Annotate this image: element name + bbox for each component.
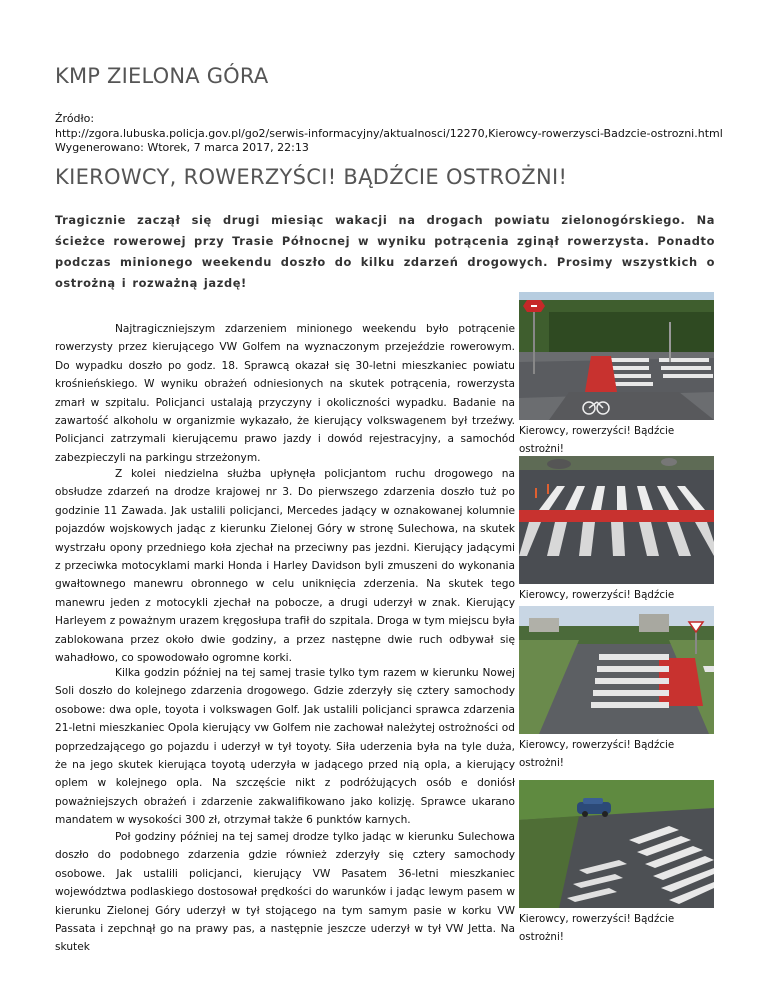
source-url[interactable]: http://zgora.lubuska.policja.gov.pl/go2/serwis-informacyjny/aktualnosci/12270,Kierowcy-rowerzysci-Badzcie-ostrozni.html bbox=[55, 126, 723, 140]
photo-figure bbox=[519, 606, 714, 772]
photo-caption: Kierowcy, rowerzyści! Bądźcie bbox=[519, 589, 675, 601]
photo-caption: Kierowcy, rowerzyści! Bądźcie ostrożni! bbox=[519, 425, 675, 455]
article-title: KIEROWCY, ROWERZYŚCI! BĄDŹCIE OSTROŻNI! bbox=[55, 165, 568, 189]
photo-figure bbox=[519, 292, 714, 458]
article-paragraph: Najtragiczniejszym zdarzeniem minionego weekendu było potrącenie rowerzysty przez kierującego VW Golfem na wyznaczonym przejeździe rowerowym. Do wypadku doszło po godz. 18. Sprawcą okazał się 30-letni mieszkaniec powiatu krośnieńskiego. W wyniku obrażeń odniesionych na skutek potrącenia, rowerzysta zmarł w szpitalu. Policjanci ustalają przyczyny i okoliczności wypadku. Badanie na zawartość alkoholu w organizmie wykazało, że kierujący volkswagenem był trzeźwy. Policjanci zatrzymali kierującemu prawo jazdy i dowód rejestracyjny, a samochód zabezpieczyli na parkingu strzeżonym. bbox=[55, 323, 515, 464]
zebra-crossing-photo bbox=[519, 456, 714, 584]
roundabout-crossing-photo bbox=[519, 606, 714, 734]
photo-caption: Kierowcy, rowerzyści! Bądźcie ostrożni! bbox=[519, 913, 675, 943]
site-title: KMP ZIELONA GÓRA bbox=[55, 64, 269, 88]
article-paragraph: Kilka godzin później na tej samej trasie tylko tym razem w kierunku Nowej Soli doszło do kolejnego zdarzenia drogowego. Gdzie zderzyły się cztery samochody osobowe: dwa ople, toyota i volkswagen Golf. Jak ustalili policjanci sprawca zdarzenia 21-letni mieszkaniec Opola kierujący vw Golfem nie zachował należytej ostrożności od poprzedzającego go pojazdu i uderzył w tył toyoty. Siła uderzenia była na tyle duża, że na jego skutek kierująca toyotą uderzyła w jadącego przed nią opla, a kierujący oplem w kolejnego opla. Na szczęście nikt z podróżujących osób e doniósł poważniejszych obrażeń i zdarzenie zakwalifikowano jako kolizję. Sprawce ukarano mandatem w wysokości 300 zł, otrzymał także 6 punktów karnych. bbox=[55, 667, 515, 827]
photo-figure bbox=[519, 456, 714, 622]
photo-caption: Kierowcy, rowerzyści! Bądźcie ostrożni! bbox=[519, 739, 675, 769]
photo-figure bbox=[519, 780, 714, 946]
article-lead: Tragicznie zaczął się drugi miesiąc wakacji na drogach powiatu zielonogórskiego. Na ścieżce rowerowej przy Trasie Północnej w wyniku potrącenia zginął rowerzysta. Ponadto podczas minionego weekendu doszło do kilku zdarzeń drogowych. Prosimy wszystkich o ostrożną i rozważną jazdę! bbox=[55, 213, 715, 290]
bike-crossing-photo bbox=[519, 292, 714, 420]
source-label: Źródło: bbox=[55, 112, 95, 125]
generated-date: Wygenerowano: Wtorek, 7 marca 2017, 22:13 bbox=[55, 141, 309, 154]
article-paragraph: Z kolei niedzielna służba upłynęła policjantom ruchu drogowego na obsłudze zdarzeń na drodze krajowej nr 3. Do pierwszego zdarzenia doszło tuż po godzinie 11 Zawada. Jak ustalili policjanci, Mercedes jadący w oznakowanej kolumnie pojazdów wojskowych jadąc z kierunku Zielonej Góry w stronę Sulechowa, na skutek wystrzału opony przedniego koła zjechał na przeciwny pas jezdni. Kierujący jadącymi z przeciwka motocyklami marki Honda i Harley Davidson byli zmuszeni do wykonania gwałtownego manewru obronnego w celu uniknięcia zderzenia. Na skutek tego manewru jeden z motocykli zjechał na pobocze, a drugi uderzył w znak. Kierujący Harleyem z poważnym urazem kręgosłupa trafił do szpitala. Droga w tym miejscu była zablokowana przez około dwie godziny, a przez następne dwie ruch odbywał się wahadłowo, co spowodowało ogromne korki. bbox=[55, 468, 515, 665]
source-meta bbox=[55, 112, 723, 156]
article-paragraph: Poł godziny później na tej samej drodze tylko jadąc w kierunku Sulechowa doszło do podobnego zdarzenia gdzie również zderzyły się cztery samochody osobowe. Jak ustalili policjanci, kierujący VW Pasatem 36-letni mieszkaniec województwa podlaskiego dostosował prędkości do warunków i jadąc lewym pasem w kierunku Zielonej Góry uderzył w tył stojącego na tym samym pasie w korku VW Passata i zepchnął go na prawy pas, a następnie jeszcze uderzył w tył VW Jetta. Na skutek bbox=[55, 831, 515, 954]
crash-crossing-photo bbox=[519, 780, 714, 908]
